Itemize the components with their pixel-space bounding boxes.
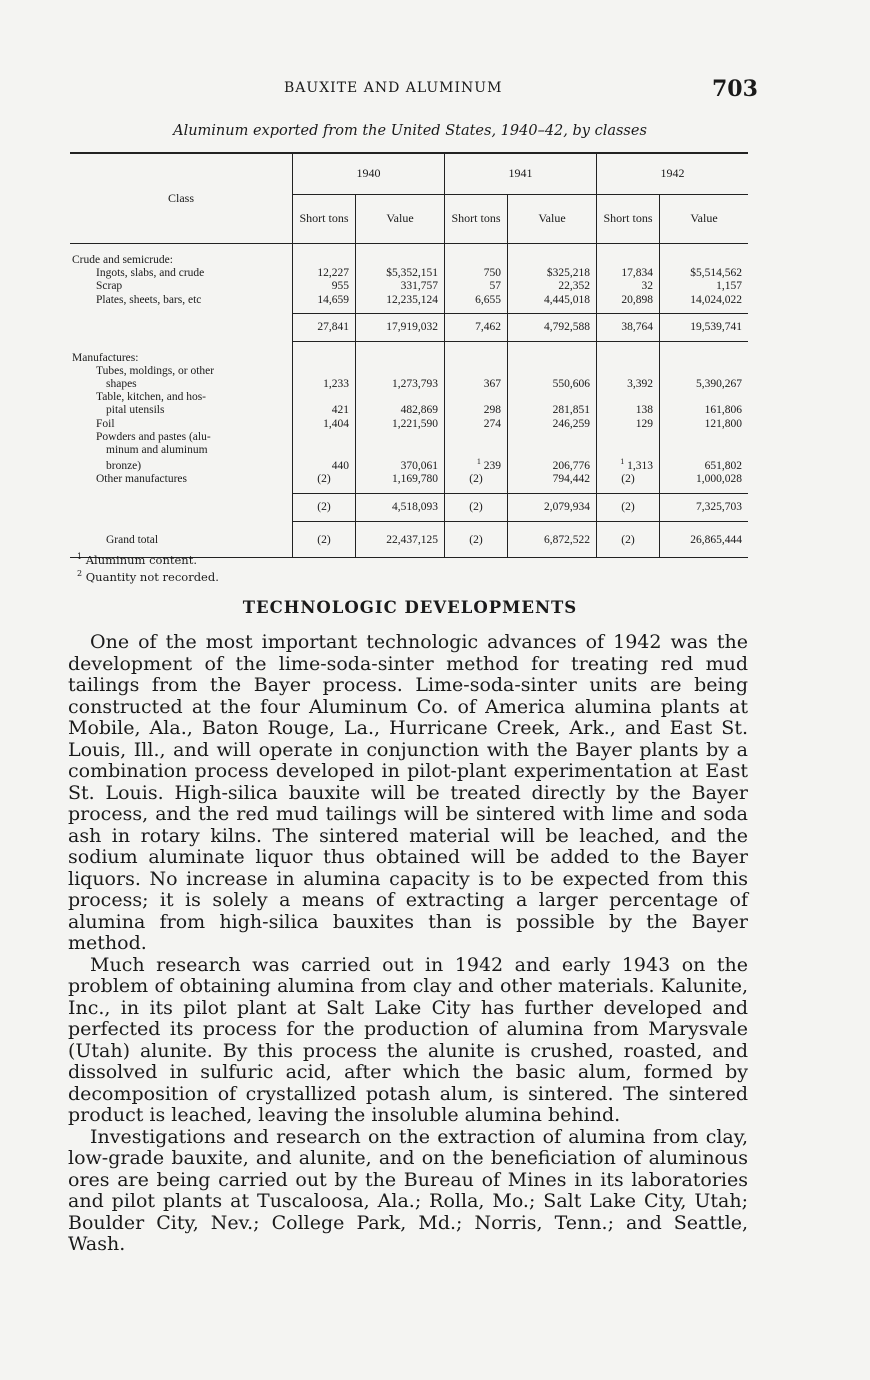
- table-cell: 121,800: [660, 418, 749, 431]
- paragraph: Much research was carried out in 1942 and early 1943 on the problem of obtaining alumina from clay and other materials. Kalunite, Inc., in its pilot plant at Salt Lake City has further developed and perfected its process for the production of alumina from Marysvale (Utah) alunite. By this process the alunite is crushed, roasted, and dissolved in sulfuric acid, after which the basic alum, formed by decomposition of crystallized potash alum, is sintered. The sintered product is leached, leaving the insoluble alumina behind.: [68, 953, 748, 1126]
- table-cell: (2): [293, 521, 356, 557]
- table-row: [70, 391, 748, 404]
- year-header-1941: 1941: [445, 153, 597, 195]
- table-cell: 38,764: [597, 313, 660, 341]
- exports-table: [70, 152, 748, 558]
- group-label-manufactures: Manufactures:: [72, 351, 139, 364]
- table-cell: 440: [293, 457, 356, 473]
- table-cell: 550,606: [508, 378, 597, 391]
- table-cell: 298: [445, 404, 508, 417]
- table-cell: (2): [445, 493, 508, 521]
- table-cell: (2): [445, 473, 508, 486]
- table-cell: (2): [597, 473, 660, 486]
- table-row: [70, 431, 748, 444]
- table-cell: 32: [597, 280, 660, 293]
- table-cell: 3,392: [597, 378, 660, 391]
- row-label: shapes: [106, 378, 137, 391]
- table-cell: $5,352,151: [356, 267, 445, 280]
- table-cell: 1,169,780: [356, 473, 445, 486]
- row-label: Plates, sheets, bars, etc: [96, 293, 202, 306]
- table-cell: 1,233: [293, 378, 356, 391]
- table-caption: Aluminum exported from the United States, 1940–42, by classes: [173, 123, 647, 139]
- table-row: [70, 404, 748, 417]
- table-cell: (2): [597, 521, 660, 557]
- footnote-marker: 1: [476, 457, 481, 467]
- row-label: Tubes, moldings, or other: [96, 364, 215, 377]
- row-label: Ingots, slabs, and crude: [96, 267, 205, 280]
- table-cell: 331,757: [356, 280, 445, 293]
- table-cell: 206,776: [508, 457, 597, 473]
- row-label: Powders and pastes (alu-: [96, 430, 211, 443]
- table-cell: 1,273,793: [356, 378, 445, 391]
- table-cell: 57: [445, 280, 508, 293]
- short-tons-header: Short tons: [445, 195, 508, 244]
- class-column-header: Class: [70, 153, 293, 244]
- value-header: Value: [660, 195, 749, 244]
- short-tons-header: Short tons: [597, 195, 660, 244]
- table-row: [70, 342, 748, 365]
- footnote: $^2$ Quantity not recorded.: [77, 568, 219, 584]
- table-cell: 1,157: [660, 280, 749, 293]
- table-cell: 274: [445, 418, 508, 431]
- table-cell: 4,445,018: [508, 294, 597, 307]
- table-cell: 20,898: [597, 294, 660, 307]
- table-cell: 750: [445, 267, 508, 280]
- table-cell: 246,259: [508, 418, 597, 431]
- table-cell: (2): [597, 493, 660, 521]
- subtotal-row: [70, 313, 748, 341]
- subtotal-row: [70, 493, 748, 521]
- row-label: Scrap: [96, 280, 123, 293]
- page-number: 703: [712, 76, 758, 102]
- year-header-row: [70, 153, 748, 195]
- table-cell: 12,235,124: [356, 294, 445, 307]
- paragraph: Investigations and research on the extraction of alumina from clay, low-grade bauxite, and alunite, and on the beneficiation of aluminous ores are being carried out by the Bureau of Mines in its laboratories and pilot plants at Tuscaloosa, Ala.; Rolla, Mo.; Salt Lake City, Utah; Boulder City, Nev.; College Park, Md.; Norris, Tenn.; and Seattle, Wash.: [68, 1125, 748, 1255]
- table-cell: 14,024,022: [660, 294, 749, 307]
- table-row: [70, 267, 748, 280]
- table-row: [70, 378, 748, 391]
- table-cell: 27,841: [293, 313, 356, 341]
- table-cell: 19,539,741: [660, 313, 749, 341]
- table-cell: 482,869: [356, 404, 445, 417]
- table-row: [70, 457, 748, 473]
- row-label: Table, kitchen, and hos-: [96, 391, 207, 404]
- table-cell: 7,462: [445, 313, 508, 341]
- footnote-marker: 1: [620, 457, 625, 467]
- table-cell: $5,514,562: [660, 267, 749, 280]
- table-cell: (2): [293, 493, 356, 521]
- table-cell: 5,390,267: [660, 378, 749, 391]
- table-cell: 6,872,522: [508, 521, 597, 557]
- table-cell: 12,227: [293, 267, 356, 280]
- table-cell: 14,659: [293, 294, 356, 307]
- group-label-crude: Crude and semicrude:: [72, 254, 173, 266]
- table-cell: 17,919,032: [356, 313, 445, 341]
- table-cell: 129: [597, 418, 660, 431]
- table-row: [70, 244, 748, 268]
- table-cell: 794,442: [508, 473, 597, 486]
- section-heading: TECHNOLOGIC DEVELOPMENTS: [242, 598, 578, 617]
- short-tons-header: Short tons: [293, 195, 356, 244]
- footnote: $^1$ Aluminum content.: [77, 552, 197, 567]
- table-cell: $^1$ 1,313: [597, 457, 660, 473]
- table-cell: 651,802: [660, 457, 749, 473]
- table-cell: 4,792,588: [508, 313, 597, 341]
- table-cell: 955: [293, 280, 356, 293]
- table-row: [70, 294, 748, 307]
- row-label: minum and aluminum: [106, 444, 208, 457]
- table-cell: 367: [445, 378, 508, 391]
- table-cell: 22,352: [508, 280, 597, 293]
- row-label: Other manufactures: [96, 473, 188, 486]
- table-cell: 138: [597, 404, 660, 417]
- value-header: Value: [508, 195, 597, 244]
- table-cell: 370,061: [356, 457, 445, 473]
- table-cell: 421: [293, 404, 356, 417]
- table-cell: 2,079,934: [508, 493, 597, 521]
- table-cell: 4,518,093: [356, 493, 445, 521]
- table-cell: (2): [293, 473, 356, 486]
- table-cell: 1,221,590: [356, 418, 445, 431]
- table-cell: $^1$ 239: [445, 457, 508, 473]
- table-cell: 26,865,444: [660, 521, 749, 557]
- table-footnotes: [77, 550, 219, 584]
- table-cell: 1,000,028: [660, 473, 749, 486]
- paragraph: One of the most important technologic advances of 1942 was the development of the lime-soda-sinter method for treating red mud tailings from the Bayer process. Lime-soda-sinter units are being constructed at the four Aluminum Co. of America alumina plants at Mobile, Ala., Baton Rouge, La., Hurricane Creek, Ark., and East St. Louis, Ill., and will operate in conjunction with the Bayer plants by a combination process developed in pilot-plant experimentation at East St. Louis. High-silica bauxite will be treated directly by the Bayer process, and the red mud tailings will be sintered with lime and soda ash in rotary kilns. The sintered material will be leached, and the sodium aluminate liquor thus obtained will be added to the Bayer liquors. No increase in alumina capacity is to be expected from this process; it is solely a means of extracting a larger percentage of alumina from high-silica bauxites than is possible by the Bayer method.: [68, 631, 748, 954]
- table-row: [70, 444, 748, 457]
- table-cell: (2): [445, 521, 508, 557]
- row-label: bronze): [106, 460, 142, 473]
- table-cell: 161,806: [660, 404, 749, 417]
- year-header-1942: 1942: [597, 153, 749, 195]
- year-header-1940: 1940: [293, 153, 445, 195]
- table-cell: 281,851: [508, 404, 597, 417]
- table-cell: 22,437,125: [356, 521, 445, 557]
- table-row: [70, 365, 748, 378]
- row-label: Grand total: [70, 521, 293, 557]
- table-cell: 6,655: [445, 294, 508, 307]
- table-row: [70, 280, 748, 293]
- table-row: [70, 473, 748, 486]
- table-cell: 17,834: [597, 267, 660, 280]
- running-title: BAUXITE AND ALUMINUM: [284, 80, 503, 96]
- row-label: pital utensils: [106, 404, 165, 417]
- body-text: [68, 632, 748, 1256]
- value-header: Value: [356, 195, 445, 244]
- table-cell: $325,218: [508, 267, 597, 280]
- table-row: [70, 418, 748, 431]
- table-cell: 1,404: [293, 418, 356, 431]
- row-label: Foil: [96, 417, 115, 430]
- table-cell: 7,325,703: [660, 493, 749, 521]
